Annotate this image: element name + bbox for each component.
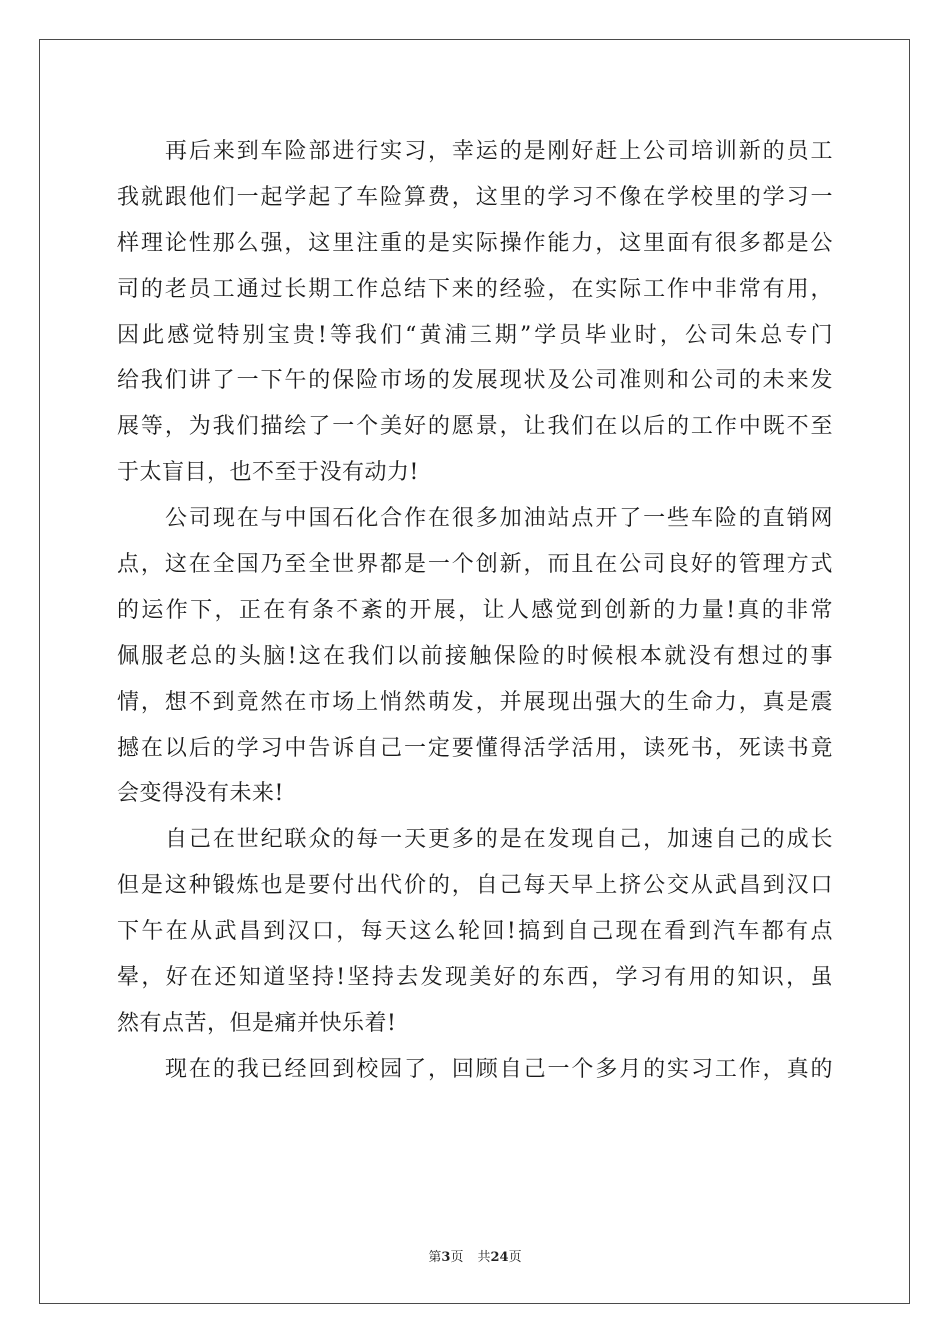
paragraph-1-line-7: 展等，为我们描绘了一个美好的愿景，让我们在以后的工作中既不至 <box>117 414 833 440</box>
paragraph-1-line-2: 我就跟他们一起学起了车险算费，这里的学习不像在学校里的学习一 <box>117 184 833 210</box>
paragraph-2-line-7: 会变得没有未来! <box>117 781 284 807</box>
page-number: 3 <box>441 1250 451 1265</box>
paragraph-3-line-4: 晕，好在还知道坚持!坚持去发现美好的东西，学习有用的知识，虽 <box>117 965 833 991</box>
paragraph-2-line-5: 情，想不到竟然在市场上悄然萌发，并展现出强大的生命力，真是震 <box>117 689 833 715</box>
paragraph-3-line-5: 然有点苦，但是痛并快乐着! <box>117 1010 397 1036</box>
total-suffix: 页 <box>508 1250 522 1265</box>
paragraph-1-line-5: 因此感觉特别宝贵!等我们“黄浦三期”学员毕业时，公司朱总专门 <box>117 322 833 348</box>
paragraph-3-line-3: 下午在从武昌到汉口，每天这么轮回!搞到自己现在看到汽车都有点 <box>117 919 833 945</box>
paragraph-2-line-1: 公司现在与中国石化合作在很多加油站点开了一些车险的直销网 <box>165 506 833 532</box>
paragraph-2-line-6: 撼在以后的学习中告诉自己一定要懂得活学活用，读死书，死读书竟 <box>117 735 833 761</box>
total-prefix: 共 <box>477 1250 491 1265</box>
paragraph-1-line-6: 给我们讲了一下午的保险市场的发展现状及公司准则和公司的未来发 <box>117 368 833 394</box>
paragraph-1-line-4: 司的老员工通过长期工作总结下来的经验，在实际工作中非常有用， <box>117 276 833 302</box>
document-body <box>117 129 833 1093</box>
paragraph-3-line-1: 自己在世纪联众的每一天更多的是在发现自己，加速自己的成长 <box>165 827 833 853</box>
paragraph-4-line-1: 现在的我已经回到校园了，回顾自己一个多月的实习工作，真的 <box>165 1056 833 1082</box>
page-footer <box>0 1246 950 1265</box>
paragraph-3-line-2: 但是这种锻炼也是要付出代价的，自己每天早上挤公交从武昌到汉口 <box>117 873 833 899</box>
paragraph-1-line-1: 再后来到车险部进行实习，幸运的是刚好赶上公司培训新的员工 <box>165 139 833 164</box>
paragraph-1-line-8: 于太盲目，也不至于没有动力! <box>117 460 419 486</box>
total-pages: 24 <box>490 1250 509 1265</box>
paragraph-2-line-3: 的运作下，正在有条不紊的开展，让人感觉到创新的力量!真的非常 <box>117 597 833 623</box>
paragraph-1-line-3: 样理论性那么强，这里注重的是实际操作能力，这里面有很多都是公 <box>117 230 833 256</box>
paragraph-2-line-2: 点，这在全国乃至全世界都是一个创新，而且在公司良好的管理方式 <box>117 552 833 578</box>
page-suffix: 页 <box>450 1250 464 1265</box>
paragraph-2-line-4: 佩服老总的头脑!这在我们以前接触保险的时候根本就没有想过的事 <box>117 643 833 669</box>
page-prefix: 第 <box>428 1250 442 1265</box>
